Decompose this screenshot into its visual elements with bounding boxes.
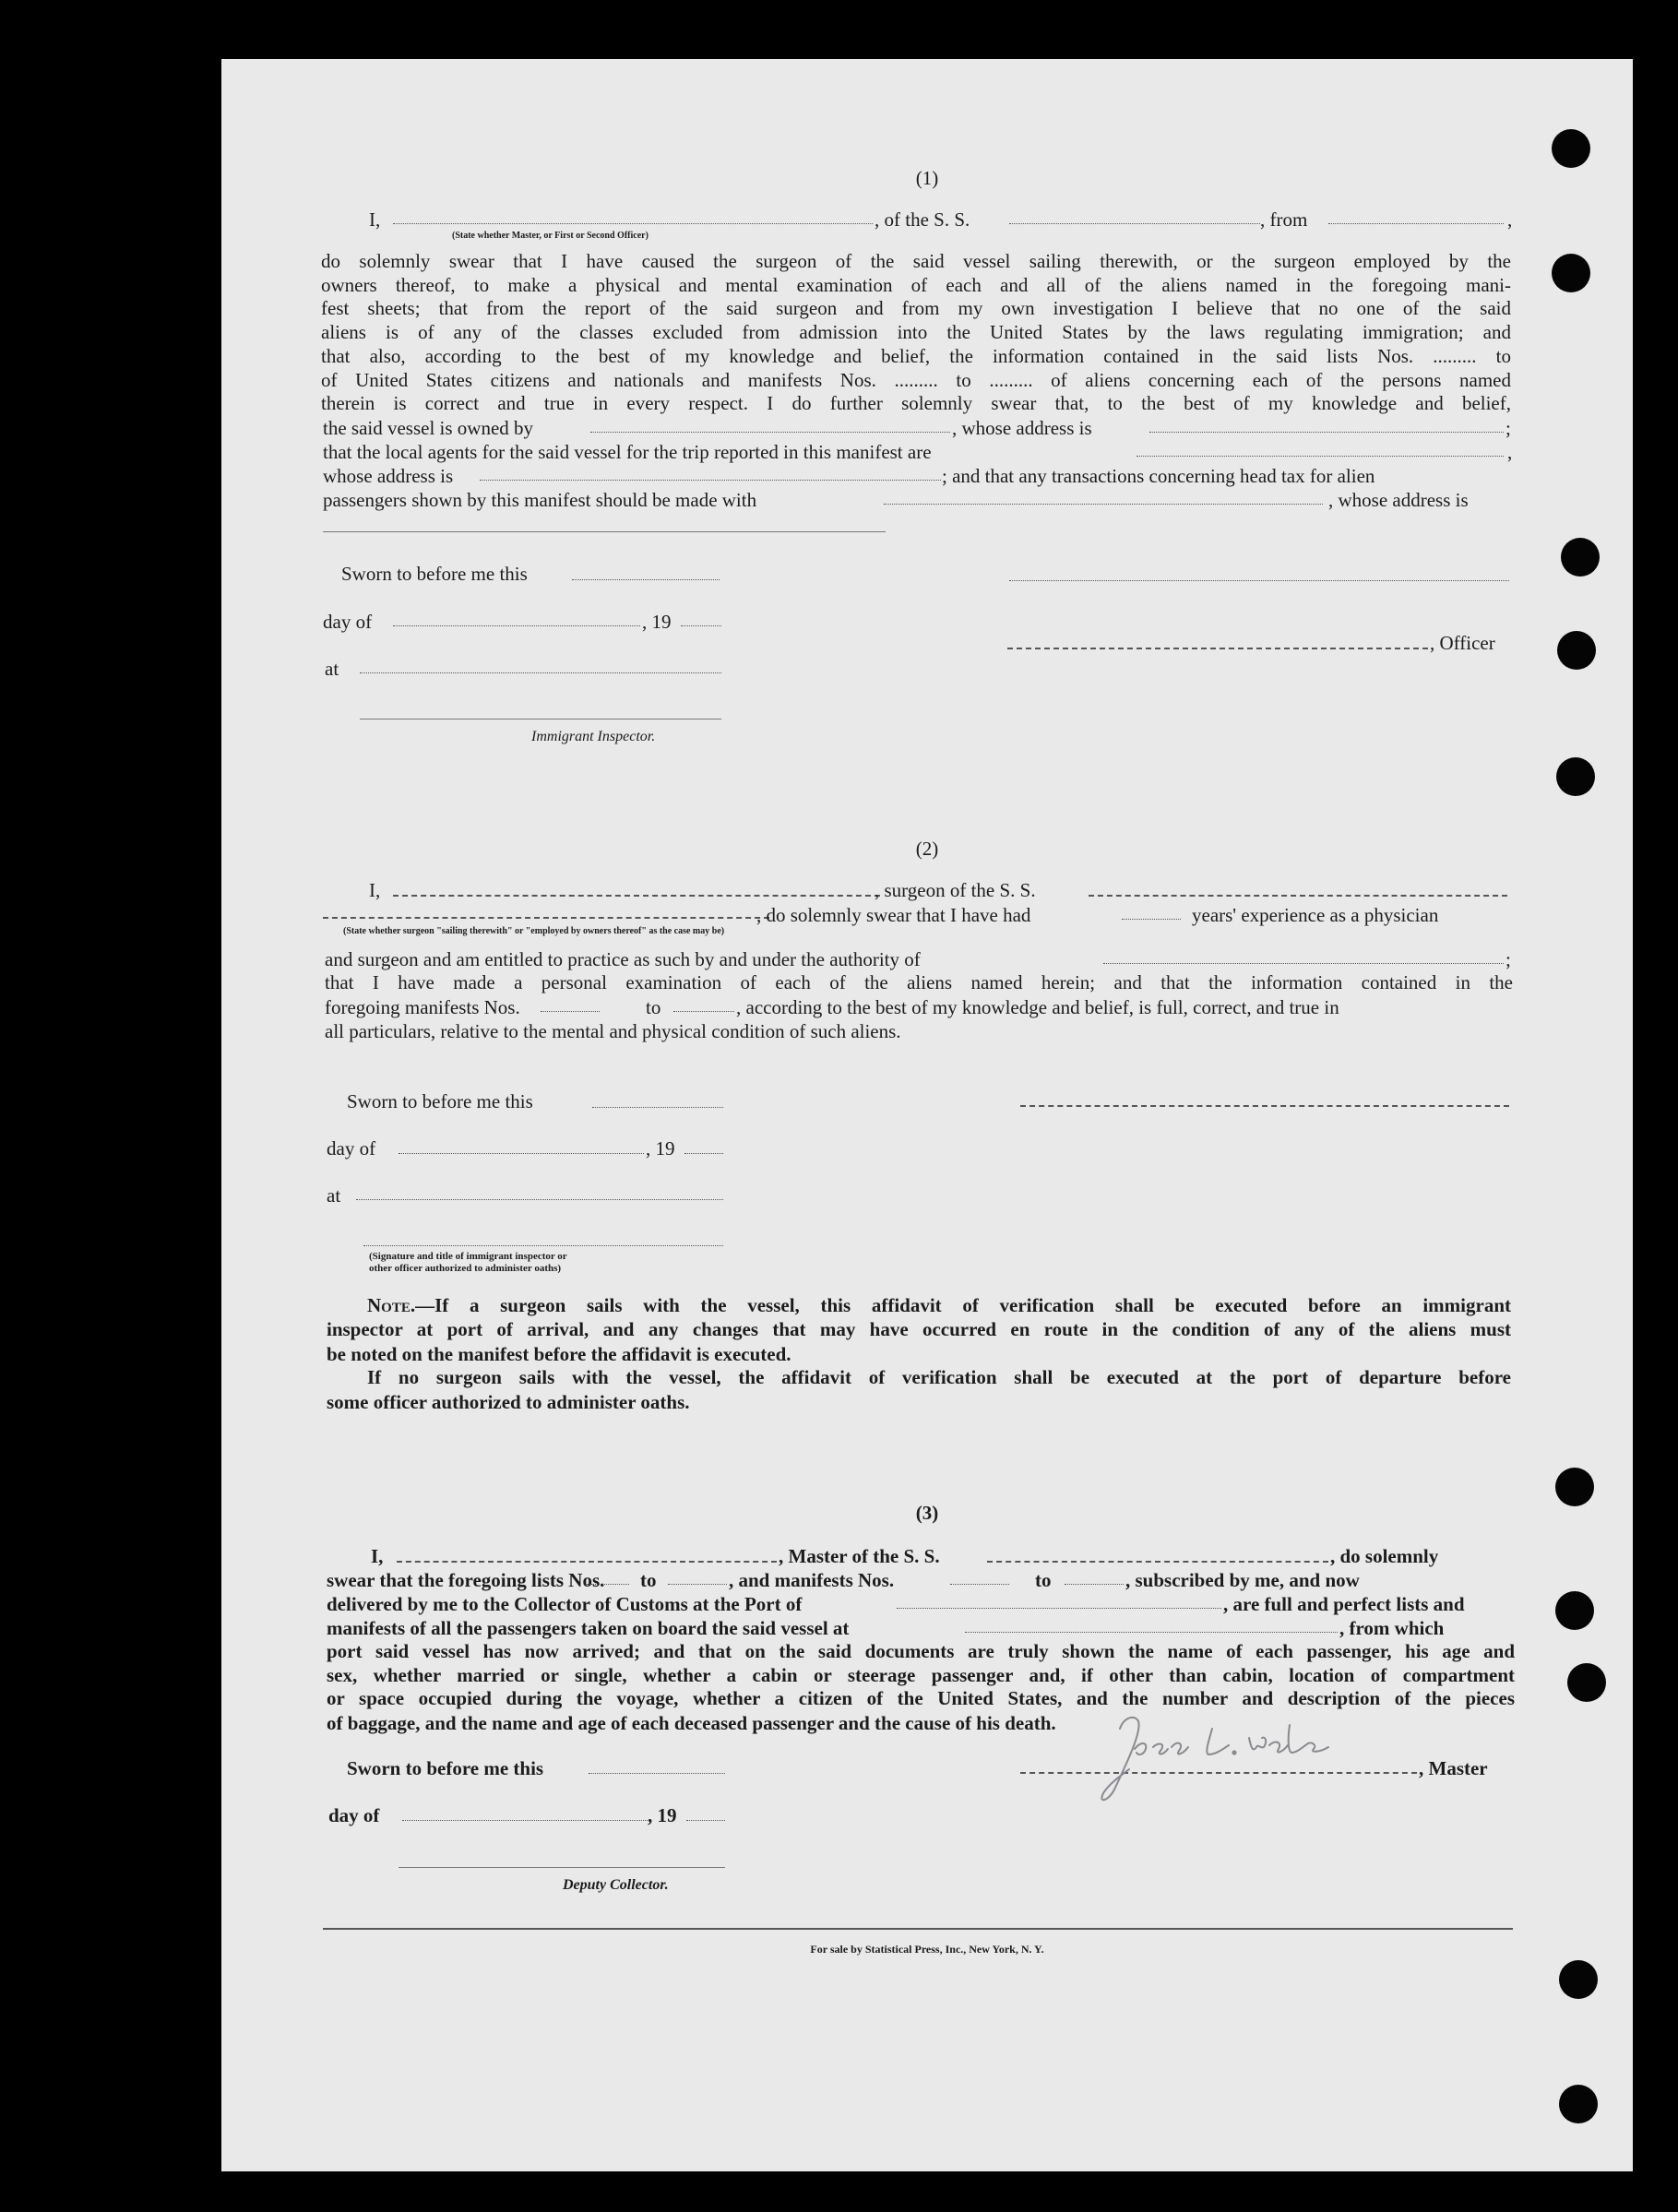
signature-graphic	[1070, 1701, 1347, 1821]
passengers-text: passengers shown by this manifest should be made with	[323, 489, 757, 511]
oath-line: sex, whether married or single, whether a cabin or steerage passenger and, if other than cabin, location of compartment	[327, 1663, 1515, 1686]
year-label: , 19	[642, 611, 672, 633]
note-last-line: be noted on the manifest before the affidavit is executed.	[327, 1343, 791, 1365]
officer-signature-blank	[1009, 580, 1509, 581]
affiant-pronoun: I,	[369, 879, 381, 901]
surgeon-signature-line	[1020, 1105, 1509, 1107]
manifests-all-text: manifests of all the passengers taken on board the said vessel at	[327, 1617, 850, 1639]
section-number: (1)	[915, 167, 939, 189]
do-swear-text: , do solemnly swear that I have had	[756, 904, 1031, 926]
footer-rule	[323, 1928, 1513, 1930]
do-solemnly-text: , do solemnly	[1330, 1545, 1439, 1567]
note-paragraph	[327, 1294, 1511, 1341]
binder-hole	[1557, 631, 1596, 670]
inspector-hint-2: other officer authorized to administer oaths)	[369, 1263, 562, 1274]
master-signature	[1070, 1701, 1347, 1821]
according-text: , according to the best of my knowledge and belief, is full, correct, and true in	[736, 996, 1339, 1018]
month-blank	[393, 625, 640, 626]
sworn-label: Sworn to before me this	[347, 1757, 544, 1779]
foregoing-label: foregoing manifests Nos.	[325, 996, 520, 1018]
affiant-pronoun: I,	[369, 208, 381, 231]
year-blank	[684, 1153, 723, 1154]
years-experience-text: years' experience as a physician	[1192, 904, 1439, 926]
day-of-label: day of	[328, 1804, 380, 1826]
surgeon-status-hint: (State whether surgeon "sailing therewith" or "employed by owners thereof" as the case may be)	[343, 926, 725, 936]
note-line: inspector at port of arrival, and any changes that may have occurred en route in the condition of any of the aliens must	[327, 1317, 1511, 1340]
place-blank	[360, 672, 721, 673]
oath-line: or space occupied during the voyage, whether a citizen of the United States, and the number and description of the pieces	[327, 1687, 1515, 1710]
oath-last-line: of baggage, and the name and age of each deceased passenger and the cause of his death.	[327, 1712, 1056, 1734]
local-agents-label: that the local agents for the said vessel for the trip reported in this manifest are	[323, 441, 932, 463]
year-label: , 19	[646, 1137, 675, 1160]
manifests-label: , and manifests Nos.	[729, 1569, 895, 1591]
semicolon: ;	[1505, 417, 1511, 439]
binder-hole	[1561, 538, 1600, 577]
oath-paragraph	[321, 250, 1511, 416]
master-label: , Master	[1419, 1757, 1488, 1779]
note-text: —If a surgeon sails with the vessel, this affidavit of verification shall be executed before an immigrant	[415, 1294, 1511, 1316]
owned-by-label: the said vessel is owned by	[323, 417, 534, 439]
place-blank	[356, 1199, 723, 1200]
subscribed-text: , subscribed by me, and now	[1125, 1569, 1360, 1591]
day-of-label: day of	[327, 1137, 376, 1160]
to-label: to	[640, 1569, 657, 1591]
manifest-to-blank	[673, 1011, 734, 1012]
port-blank	[897, 1608, 1221, 1609]
from-which-text: , from which	[1339, 1617, 1445, 1639]
year-blank	[686, 1820, 725, 1821]
manifest-to-blank	[1065, 1584, 1124, 1585]
owner-address-blank	[1149, 432, 1504, 433]
oath-line: of United States citizens and nationals and manifests Nos. ......... to ......... of aliens concerning each of the persons named	[321, 368, 1511, 391]
ship-name-blank	[1089, 895, 1507, 897]
ship-label: , of the S. S.	[875, 208, 970, 231]
surgeon-status-blank	[323, 917, 769, 919]
surgeon-of-label: , surgeon of the S. S.	[875, 879, 1036, 901]
agents-address-blank	[480, 480, 941, 481]
section-number: (3)	[915, 1502, 939, 1524]
head-tax-text: ; and that any transactions concerning head tax for alien	[942, 465, 1375, 487]
footer-imprint: For sale by Statistical Press, Inc., New York, N. Y.	[810, 1943, 1044, 1956]
at-label: at	[327, 1184, 341, 1207]
manifest-page	[221, 59, 1633, 2171]
oath-line: aliens is of any of the classes excluded from admission into the United States by the laws regulating immigration; and	[321, 321, 1511, 344]
note-label: Note.	[367, 1294, 416, 1316]
no-surgeon-last: some officer authorized to administer oaths.	[327, 1391, 690, 1413]
comma: ,	[1507, 208, 1513, 231]
ship-name-blank	[1009, 223, 1260, 224]
to-label: to	[1035, 1569, 1052, 1591]
comma: ,	[1507, 441, 1513, 463]
section-number: (2)	[915, 838, 939, 860]
binder-hole	[1559, 2085, 1598, 2123]
oath-line: do solemnly swear that I have caused the surgeon of the said vessel sailing therewith, or the surgeon employed by the	[321, 250, 1511, 272]
collector-label: Deputy Collector.	[563, 1877, 669, 1893]
officer-label: , Officer	[1430, 632, 1495, 654]
list-to-blank	[668, 1584, 727, 1585]
full-perfect-text: , are full and perfect lists and	[1223, 1593, 1465, 1615]
whose-address-label: , whose address is	[1328, 489, 1469, 511]
no-surgeon-line	[367, 1366, 1511, 1390]
whose-address-label: , whose address is	[952, 417, 1092, 439]
delivered-text: delivered by me to the Collector of Customs at the Port of	[327, 1593, 803, 1615]
month-blank	[402, 1820, 648, 1821]
year-label: , 19	[648, 1804, 677, 1826]
day-of-label: day of	[323, 611, 373, 633]
binder-hole	[1567, 1663, 1606, 1702]
binder-hole	[1556, 757, 1595, 796]
embark-port-blank	[965, 1632, 1338, 1633]
binder-hole	[1552, 129, 1590, 168]
at-label: at	[325, 658, 339, 680]
oath-line: port said vessel has now arrived; and that on the said documents are truly shown the name of each passenger, his age and	[327, 1640, 1515, 1662]
list-from-blank	[587, 1584, 629, 1585]
authority-text: and surgeon and am entitled to practice as such by and under the authority of	[325, 948, 921, 970]
inspector-hint-1: (Signature and title of immigrant inspector or	[369, 1251, 567, 1262]
binder-hole	[1555, 1591, 1594, 1630]
manifest-from-blank	[541, 1011, 600, 1012]
officer-signature-line	[1007, 648, 1428, 649]
whose-address-label: whose address is	[323, 465, 454, 487]
month-blank	[399, 1153, 644, 1154]
officer-hint: (State whether Master, or First or Second Officer)	[452, 231, 649, 241]
from-label: , from	[1260, 208, 1308, 231]
oath-line: owners thereof, to make a physical and mental examination of each and all of the aliens named in the foregoing mani-	[321, 273, 1511, 296]
from-port-blank	[1328, 223, 1504, 224]
particulars-text: all particulars, relative to the mental and physical condition of such aliens.	[325, 1020, 901, 1042]
binder-hole	[1552, 254, 1590, 292]
oath-line: therein is correct and true in every respect. I do further solemnly swear that, to the best of my knowledge and belief,	[321, 392, 1511, 415]
master-of-label: , Master of the S. S.	[779, 1545, 940, 1567]
surgeon-name-blank	[393, 895, 880, 897]
oath-line: that also, according to the best of my knowledge and belief, the information contained in the said lists Nos. ......... to	[321, 344, 1511, 367]
manifest-from-blank	[950, 1584, 1009, 1585]
examination-line	[325, 971, 1513, 995]
oath-line: fest sheets; that from the report of the said surgeon and from my own investigation I believe that no one of the said	[321, 297, 1511, 320]
year-blank	[681, 625, 721, 626]
sworn-label: Sworn to before me this	[341, 563, 528, 585]
to-label: to	[646, 996, 661, 1018]
master-name-blank	[397, 1561, 777, 1563]
officer-name-blank	[393, 223, 873, 224]
no-surgeon-text: If no surgeon sails with the vessel, the affidavit of verification shall be executed at the port of departure before	[367, 1366, 1511, 1388]
authority-blank	[1103, 963, 1504, 964]
inspector-label: Immigrant Inspector.	[531, 729, 656, 744]
years-blank	[1122, 919, 1181, 920]
collector-signature-line	[399, 1867, 725, 1868]
examination-text: that I have made a personal examination of each of the aliens named herein; and that the information contained in the	[325, 971, 1513, 993]
sworn-date-blank	[572, 579, 720, 580]
owner-blank	[590, 432, 950, 433]
sworn-date-blank	[589, 1773, 725, 1774]
local-agents-blank	[1137, 456, 1504, 457]
inspector-signature-line	[363, 1245, 723, 1246]
head-tax-agent-blank	[884, 504, 1323, 505]
sworn-date-blank	[592, 1107, 723, 1108]
note-line	[327, 1294, 1511, 1318]
semicolon: ;	[1505, 948, 1511, 970]
binder-hole	[1559, 1960, 1598, 1999]
sworn-label: Sworn to before me this	[347, 1090, 533, 1112]
head-tax-address-blank	[323, 531, 886, 532]
affiant-pronoun: I,	[371, 1545, 384, 1567]
swear-lists-label: swear that the foregoing lists Nos.	[327, 1569, 605, 1591]
ship-name-blank	[987, 1561, 1328, 1563]
